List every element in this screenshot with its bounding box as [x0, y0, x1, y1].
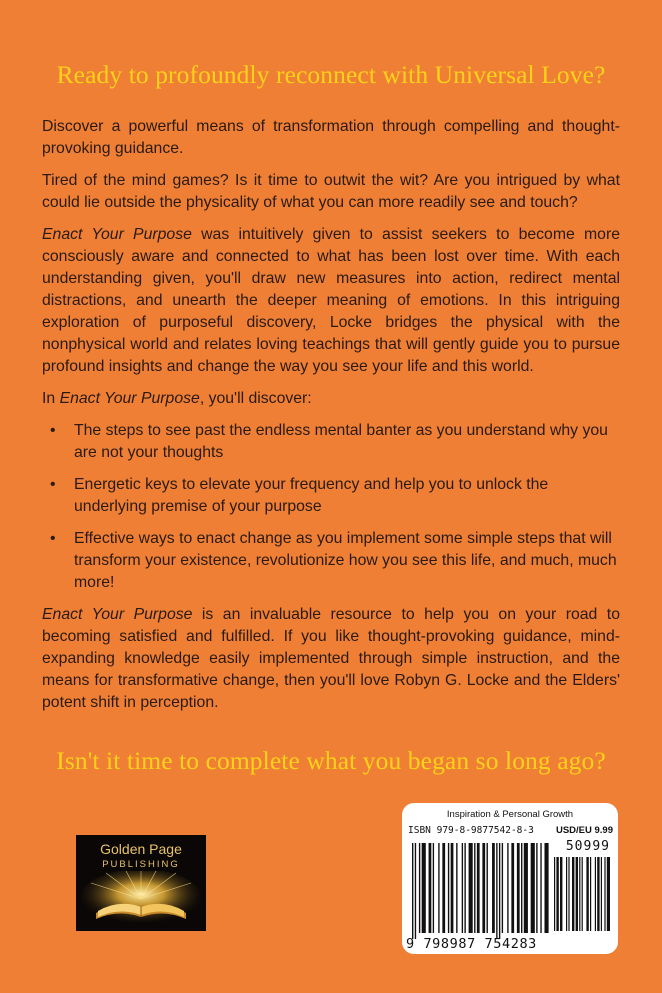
barcode-bar: [576, 857, 578, 931]
paragraph-discover: [42, 388, 620, 410]
barcode-bar: [566, 857, 567, 931]
discover-pre: In: [42, 390, 60, 407]
publisher-logo: [76, 835, 206, 931]
book-title: Enact Your Purpose: [42, 226, 192, 243]
list-item-text: Energetic keys to elevate your frequency and help you to unlock the underlying premise of your purpose: [74, 476, 549, 515]
barcode-bar: [517, 843, 520, 933]
barcode-digits: 9 798987 754283: [406, 936, 537, 952]
barcode-bar: [572, 857, 574, 931]
barcode-panel: [402, 803, 618, 954]
barcode-bar: [521, 843, 522, 933]
barcode-bar: [499, 843, 500, 939]
barcode-bar: [524, 843, 528, 933]
barcode-bar: [469, 843, 473, 933]
barcode-bar: [477, 843, 480, 933]
barcode-bar: [604, 857, 605, 931]
barcode-bar: [595, 857, 596, 931]
barcode-bar: [412, 843, 413, 939]
isbn-text: ISBN 979-8-9877542-8-3: [408, 825, 534, 836]
bullet-icon: •: [50, 422, 56, 439]
closing-text: is an invaluable resource to help you on your road to becoming satisfied and fulfilled. If you like thought-provoking guidance, mind-expanding knowledge easily implemented through simple instruction, and the means for transformative change, then you'll love Robyn G. Locke and the Elders' potent shift in perception.: [42, 606, 620, 711]
barcode-bar: [492, 843, 495, 933]
barcode-bar: [607, 857, 610, 931]
paragraph-questions: Tired of the mind games? Is it time to outwit the wit? Are you intrigued by what could lie outside the physicality of what you can more readily see and touch?: [42, 172, 620, 211]
back-cover-copy: [42, 116, 620, 724]
list-item: [42, 420, 620, 464]
open-book-icon: [76, 871, 206, 931]
paragraph-intro: Discover a powerful means of transformation through compelling and thought-provoking guidance.: [42, 118, 620, 157]
book-title: Enact Your Purpose: [42, 606, 193, 623]
barcode-bar: [496, 843, 497, 939]
discover-post: , you'll discover:: [199, 390, 312, 407]
barcode-bar: [462, 843, 463, 933]
list-item-text: The steps to see past the endless mental banter as you understand why you are not your thoughts: [74, 422, 608, 461]
barcode-bar: [590, 857, 591, 931]
barcode-bar: [482, 843, 485, 933]
barcode-bar: [536, 843, 537, 933]
barcode-bar: [422, 843, 426, 933]
bullet-list: [42, 420, 620, 594]
paragraph-description: [42, 224, 620, 378]
price-addon-number: 50999: [565, 839, 610, 854]
barcode-bar: [448, 843, 449, 933]
barcode-bar: [487, 843, 488, 933]
barcode-bar: [429, 843, 432, 933]
barcode-bar: [442, 843, 445, 933]
barcode-bar: [582, 857, 583, 931]
isbn-barcode: [412, 843, 550, 939]
barcode-bar: [540, 843, 541, 933]
list-item-text: Effective ways to enact change as you implement some simple steps that will transform your existence, revolutionize how you see this life, and much, much more!: [74, 530, 617, 591]
barcode-bar: [474, 843, 475, 933]
paragraph-closing: [42, 604, 620, 714]
publisher-subtitle: PUBLISHING: [102, 859, 180, 870]
barcode-bar: [556, 857, 558, 931]
barcode-bar: [511, 843, 514, 933]
barcode-bar: [419, 843, 420, 933]
barcode-bar: [544, 843, 548, 933]
barcode-bar: [433, 843, 434, 933]
book-title: Enact Your Purpose: [59, 390, 200, 407]
barcode-bar: [579, 857, 580, 931]
price-addon-barcode: [554, 857, 610, 937]
top-headline: Ready to profoundly reconnect with Universal Love?: [56, 60, 606, 89]
barcode-bar: [502, 843, 503, 933]
barcode-bar: [451, 843, 454, 933]
bottom-headline: Isn't it time to complete what you began so long ago?: [56, 746, 606, 775]
description-text: was intuitively given to assist seekers to become more consciously aware and connected to what has been lost over time. With each understanding given, you'll draw new measures into action, redirect mental distractions, and unearth the deeper meaning of emotions. In this intriguing exploration of purposeful discovery, Locke bridges the physical with the nonphysical world and relates loving teachings that will gently guide you to pursue profound insights and change the way you see your life and this world.: [42, 226, 620, 375]
publisher-name: Golden Page: [100, 841, 182, 857]
list-item: [42, 528, 620, 594]
barcode-bar: [586, 857, 588, 931]
barcode-bar: [507, 843, 508, 933]
barcode-bar: [456, 843, 457, 933]
bullet-icon: •: [50, 530, 56, 547]
barcode-category: Inspiration & Personal Growth: [446, 809, 574, 820]
barcode-bar: [438, 843, 439, 933]
barcode-bar: [601, 857, 602, 931]
barcode-bar: [597, 857, 599, 931]
price-text: USD/EU 9.99: [555, 825, 613, 836]
barcode-bar: [415, 843, 416, 939]
list-item: [42, 474, 620, 518]
barcode-bar: [568, 857, 569, 931]
barcode-bar: [531, 843, 535, 933]
bullet-icon: •: [50, 476, 56, 493]
barcode-bar: [560, 857, 562, 931]
barcode-bar: [554, 857, 555, 931]
barcode-bar: [464, 843, 465, 933]
